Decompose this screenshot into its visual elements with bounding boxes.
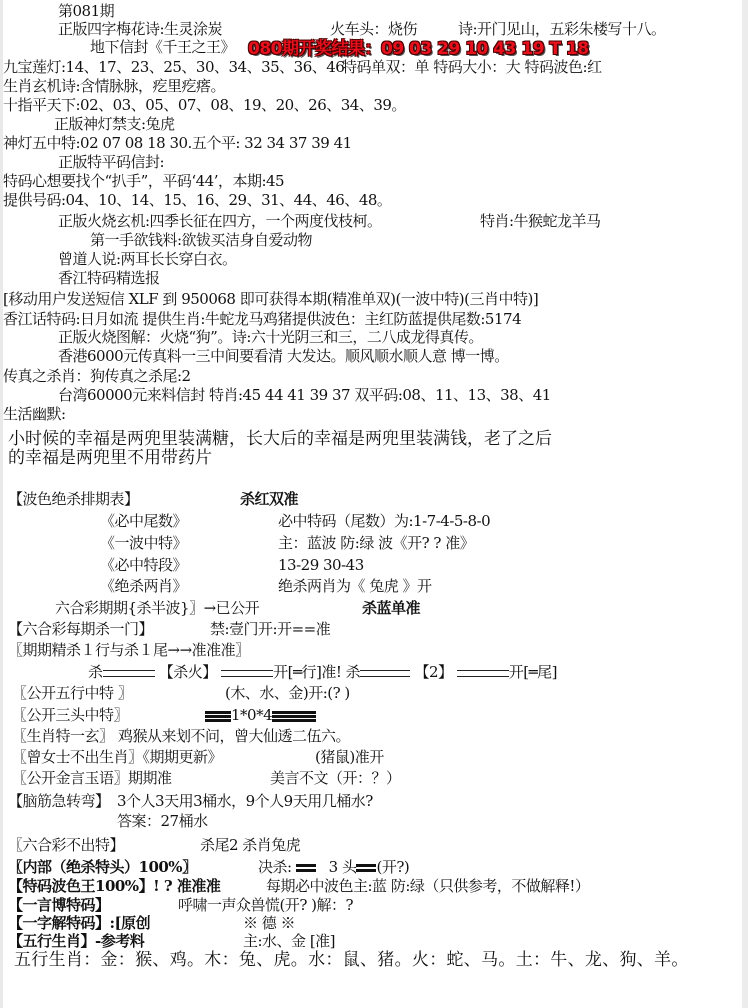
double-bar bbox=[356, 864, 376, 872]
kill-row-d: 杀 bbox=[345, 663, 361, 681]
humor-label: 生活幽默: bbox=[3, 405, 66, 423]
hk-6000: 香港6000元传真料一三中间要看清 大发达。顺风顺水顺人意 博一博。 bbox=[58, 347, 509, 365]
half-wave-kill: 杀蓝单准 bbox=[362, 599, 421, 617]
riddle-answer: 答案：27桶水 bbox=[117, 812, 208, 830]
wave-table-title: 【波色绝杀排期表】 bbox=[8, 490, 139, 508]
poem-line: 诗:开门见山，五彩朱楼写十八。 bbox=[458, 20, 666, 38]
xiangjiang-talk: 香江话特码:日月如流 提供生肖:牛蛇龙马鸡猪提供波色：主红防蓝提供尾数:5174 bbox=[3, 310, 522, 328]
wuxing-value: 主:水、金 [准] bbox=[243, 932, 336, 950]
wave-row-label: 《绝杀两肖》 bbox=[100, 577, 188, 595]
result-banner: 080期开奖结果：09 03 29 10 43 19 T 18 bbox=[248, 39, 589, 59]
zodiac-poem: 生肖玄机诗:含情脉脉，疙里疙瘩。 bbox=[3, 77, 226, 95]
inner-value-a: 决杀: bbox=[258, 858, 292, 876]
one-char-value: ※ 德 ※ bbox=[243, 914, 296, 932]
issue-number: 第081期 bbox=[58, 2, 115, 20]
three-heads-label: 〖公开三头中特〗 bbox=[12, 706, 129, 724]
te-code-attributes: 特码单双：单 特码大小：大 特码波色:红 bbox=[342, 58, 602, 76]
provide-numbers: 提供号码:04、10、14、15、16、29、31、44、46、48。 bbox=[3, 191, 392, 209]
wave-row-value: 绝杀两肖为《 兔虎 》开 bbox=[278, 577, 432, 595]
half-wave: 六合彩期期{杀半波}〗→已公开 bbox=[55, 599, 260, 617]
te-code-wish: 特码心想要找个“扒手”，平码‘44’，本期:45 bbox=[3, 172, 285, 190]
wave-row-value: 必中特码（尾数）为:1-7-4-5-8-0 bbox=[278, 512, 491, 530]
train-head: 火车头：烧伤 bbox=[330, 20, 418, 38]
wave-row-label: 《一波中特》 bbox=[100, 534, 188, 552]
te-xiao: 特肖:牛猴蛇龙羊马 bbox=[480, 212, 601, 230]
kill-element: 〖期期精杀１行与杀１尾→→准准准〗 bbox=[8, 641, 250, 659]
kill-door-label: 【六合彩每期杀一门】 bbox=[8, 620, 154, 638]
inner-value-c: (开?) bbox=[376, 858, 410, 876]
kill-door-value: 禁:壹门开:开==准 bbox=[210, 620, 331, 638]
miss-zeng-value: (猪鼠)准开 bbox=[315, 748, 384, 766]
right-border bbox=[742, 0, 748, 1008]
one-char-label: 【一字解特码】:[原创 bbox=[8, 914, 151, 932]
inner-label: 〖内部（绝杀特头）100%〗 bbox=[8, 858, 197, 876]
sms-promo: [移动用户发送短信 XLF 到 950068 即可获得本期(精准单双)(一波中特)(三肖中特)] bbox=[3, 290, 539, 308]
triple-bar bbox=[272, 711, 316, 722]
meihua-poem: 正版四字梅花诗:生灵涂炭 bbox=[58, 20, 223, 38]
humor-text-2: 的幸福是两兜里不用带药片 bbox=[8, 448, 212, 468]
kill-row bbox=[88, 663, 557, 681]
inner-value bbox=[258, 858, 409, 876]
double-line bbox=[457, 670, 509, 677]
zodiac-one-label: 〖生肖特一玄〗 bbox=[12, 727, 114, 745]
miss-zeng-label: 〖曾女士不出生肖〗《期期更新》 bbox=[12, 748, 223, 766]
wuxing-list: 五行生肖：金：猴、鸡。木：兔、虎。水：鼠、猪。火：蛇、马。土：牛、龙、狗、羊。 bbox=[14, 950, 689, 970]
one-word-label: 【一言博特码】 bbox=[8, 896, 110, 914]
xiangjiang-title: 香江特码精选报 bbox=[58, 269, 160, 287]
wave-row-value: 主：蓝波 防:绿 波《开? ? 准》 bbox=[278, 534, 475, 552]
ten-fingers: 十指平天下:02、03、05、07、08、19、20、26、34、39。 bbox=[3, 96, 406, 114]
three-heads-value-wrap bbox=[205, 706, 316, 724]
no-te-value: 杀尾2 杀肖兔虎 bbox=[200, 836, 301, 854]
double-line bbox=[103, 670, 155, 677]
zodiac-one-value: 鸡猴从来划不问，曾大仙透二伍六。 bbox=[118, 727, 351, 745]
riddle-question: 3个人3天用3桶水，9个人9天用几桶水? bbox=[117, 792, 373, 810]
triple-bar bbox=[205, 711, 231, 722]
three-heads-value: 1*0*4 bbox=[231, 706, 273, 724]
golden-words-value: 美言不文（开：？） bbox=[270, 769, 401, 787]
wave-row-value: 13-29 30-43 bbox=[278, 556, 364, 574]
double-bar bbox=[296, 864, 316, 872]
wave-king-label: 【特码波色王100%】! ? 准准准 bbox=[8, 877, 221, 895]
fax-kill: 传真之杀肖：狗传真之杀尾:2 bbox=[3, 367, 191, 385]
riddle-label: 【脑筋急转弯】 bbox=[8, 792, 110, 810]
golden-words-label: 〖公开金言玉语〗期期准 bbox=[12, 769, 172, 787]
fire-mystery: 正版火烧玄机:四季长征在四方，一个两度伐枝柯。 bbox=[58, 212, 382, 230]
zeng-dao: 曾道人说:两耳长长穿白衣。 bbox=[58, 250, 237, 268]
first-hand: 第一手欲钱料:欲钹买洁身自爱动物 bbox=[90, 231, 313, 249]
shendeng-five: 神灯五中特:02 07 08 18 30.五个平: 32 34 37 39 41 bbox=[3, 134, 352, 152]
humor-text-1: 小时候的幸福是两兜里装满糖，长大后的幸福是两兜里装满钱，老了之后 bbox=[8, 429, 552, 449]
double-line bbox=[360, 670, 410, 677]
wave-row-label: 《必中尾数》 bbox=[100, 512, 188, 530]
kill-row-b: 【杀火】 bbox=[158, 663, 217, 681]
wave-row-label: 《必中特段》 bbox=[100, 556, 188, 574]
one-word-value: 呼啸一声众兽慌(开? )解：? bbox=[178, 896, 354, 914]
inner-value-b: 3 头 bbox=[328, 858, 357, 876]
five-elements-label: 〖公开五行中特 〗 bbox=[12, 684, 133, 702]
underground-letter: 地下信封《千王之王》 bbox=[90, 38, 236, 56]
taiwan-letter: 台湾60000元来料信封 特肖:45 44 41 39 37 双平码:08、11、13、38、41 bbox=[58, 386, 551, 404]
shendeng-ban: 正版神灯禁支:兔虎 bbox=[54, 115, 175, 133]
fire-diagram: 正版火烧图解：火烧“狗”。诗:六十光阴三和三，二八成龙得真传。 bbox=[58, 328, 483, 346]
double-line bbox=[221, 670, 273, 677]
no-te-label: 〖六合彩不出特】 bbox=[8, 836, 125, 854]
kill-row-f: 开[═尾] bbox=[508, 663, 558, 681]
jiubao-numbers: 九宝莲灯:14、17、23、25、30、34、35、36、46 bbox=[3, 58, 345, 76]
kill-row-a: 杀 bbox=[88, 663, 103, 681]
five-elements-value: (木、水、金)开:(? ) bbox=[225, 684, 350, 702]
wave-table-kill: 杀红双准 bbox=[240, 490, 299, 508]
wuxing-label: 【五行生肖】-参考料 bbox=[8, 932, 145, 950]
kill-row-e: 【2】 bbox=[414, 663, 453, 681]
kill-row-c: 开[═行]准! bbox=[273, 663, 342, 681]
te-ping-letter: 正版特平码信封: bbox=[58, 153, 165, 171]
wave-king-value: 每期必中波色主:蓝 防:绿（只供参考，不做解释!） bbox=[266, 877, 590, 895]
